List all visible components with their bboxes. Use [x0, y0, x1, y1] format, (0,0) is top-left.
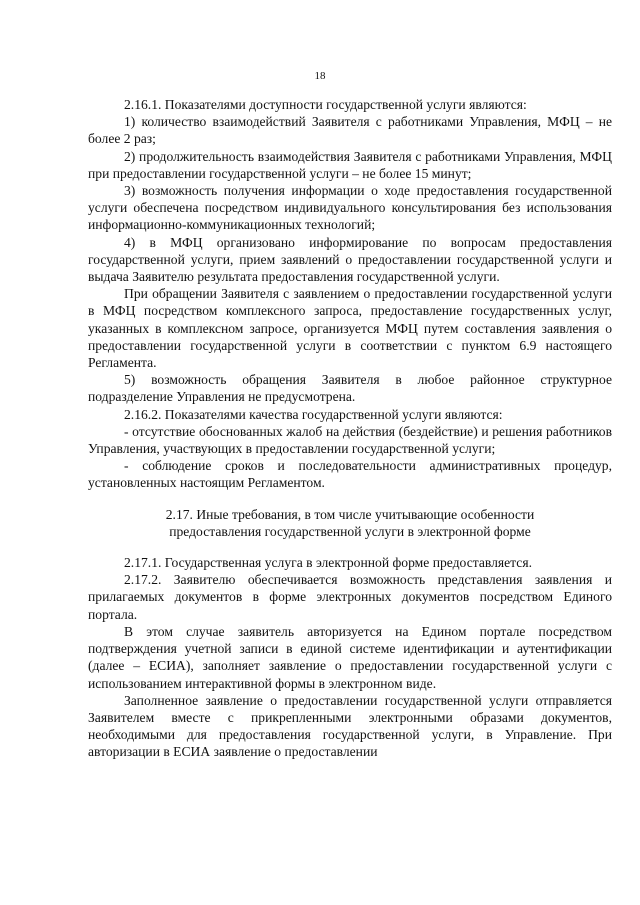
paragraph: 3) возможность получения информации о ходе предоставления государственной услуги обеспечена посредством индивидуального консультирования без использования информационно-коммуникационных технологий; [88, 183, 612, 233]
paragraph: Заполненное заявление о предоставлении государственной услуги отправляется Заявителем вместе с прикрепленными электронными образами документов, необходимыми для предоставления государственной услуги, в Управление. При авторизации в ЕСИА заявление о предоставлении [88, 692, 612, 760]
page-number: 18 [314, 70, 326, 82]
paragraph: 4) в МФЦ организовано информирование по вопросам предоставления государственной услуги, прием заявлений о предоставлении государственной услуги и выдача Заявителю результата предоставления государственной услуги. [88, 234, 612, 285]
paragraph: 5) возможность обращения Заявителя в любое районное структурное подразделение Управления не предусмотрена. [88, 372, 612, 405]
paragraph: 2.16.1. Показателями доступности государственной услуги являются: [124, 97, 527, 112]
paragraph: 2.17.2. Заявителю обеспечивается возможность представления заявления и прилагаемых документов в форме электронных документов посредством Единого портала. [88, 572, 612, 622]
paragraph: 2.17.1. Государственная услуга в электронной форме предоставляется. [124, 555, 532, 571]
document-body [88, 96, 612, 761]
paragraph: В этом случае заявитель авторизуется на Едином портале посредством подтверждения учетной записи в единой системе идентификации и аутентификации (далее – ЕСИА), заполняет заявление о предоставлении государственной услуги с использованием интерактивной формы в электронном виде. [88, 623, 612, 691]
paragraph: 2) продолжительность взаимодействия Заявителя с работниками Управления, МФЦ при предоставлении государственной услуги – не более 15 минут; [88, 148, 612, 181]
paragraph: - соблюдение сроков и последовательности административных процедур, установленных настоящим Регламентом. [88, 458, 612, 491]
paragraph: При обращении Заявителя с заявлением о предоставлении государственной услуги в МФЦ посредством комплексного запроса, предоставление государственных услуг, указанных в комплексном запросе, организуется МФЦ путем составления заявления о предоставлении государственной услуги в соответствии с пунктом 6.9 настоящего Регламента. [88, 286, 612, 371]
section-heading: 2.17. Иные требования, в том числе учитывающие особенности предоставления государственной услуги в электронной форме [165, 506, 535, 539]
paragraph: - отсутствие обоснованных жалоб на действия (бездействие) и решения работников Управления, участвующих в предоставлении государственной услуги; [88, 423, 612, 457]
paragraph: 1) количество взаимодействий Заявителя с работниками Управления, МФЦ – не более 2 раз; [88, 114, 612, 147]
paragraph: 2.16.2. Показателями качества государственной услуги являются: [124, 406, 503, 422]
